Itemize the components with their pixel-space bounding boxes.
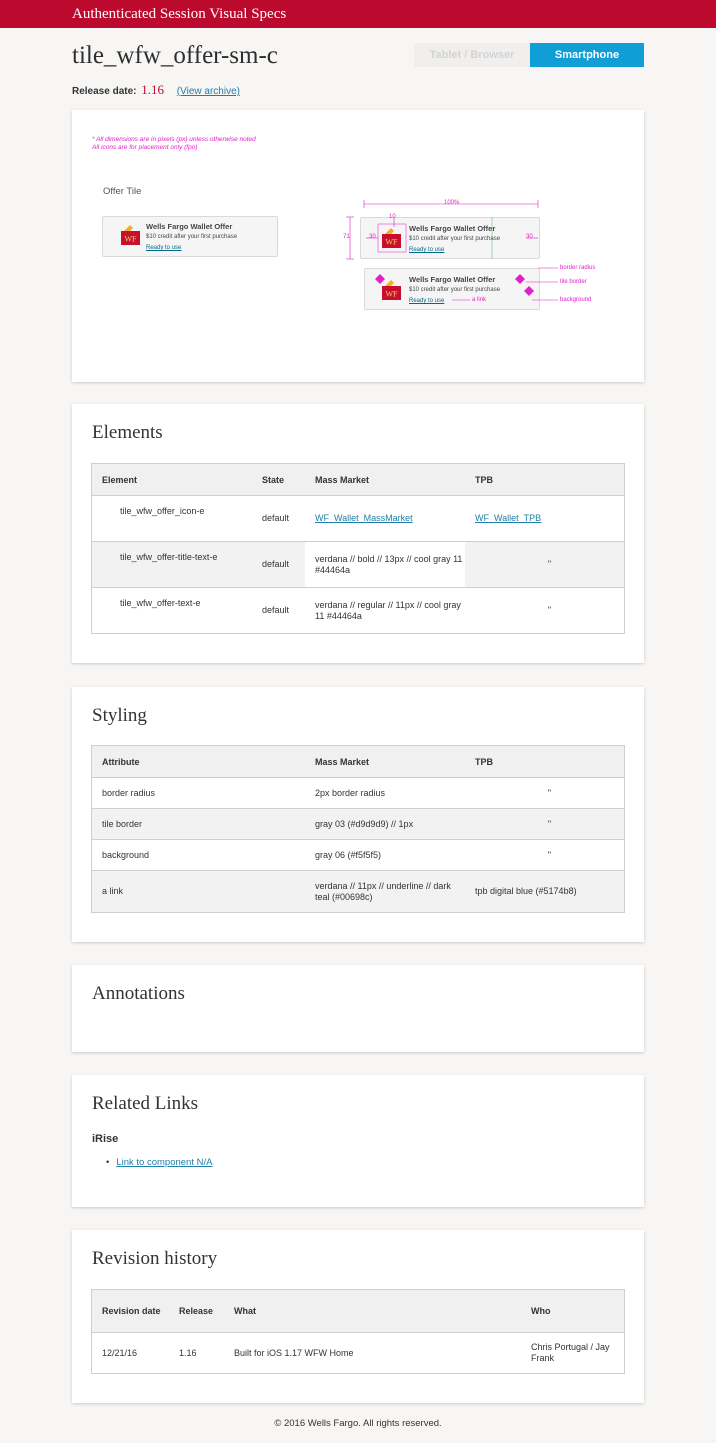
element-tpb: " — [465, 588, 625, 634]
style-mass-market: gray 06 (#f5f5f5) — [305, 840, 465, 871]
related-links-heading: Related Links — [92, 1093, 199, 1114]
style-mass-market: 2px border radius — [305, 778, 465, 809]
annotation-callouts — [372, 264, 612, 314]
element-name: tile_wfw_offer-text-e — [92, 588, 253, 634]
footer-copyright: © 2016 Wells Fargo. All rights reserved. — [274, 1418, 442, 1429]
style-mass-market: verdana // 11px // underline // dark teal (#00698c) — [305, 871, 465, 913]
annotation-tile-border: tile border — [560, 279, 587, 285]
related-links-card — [72, 1075, 644, 1207]
device-tabs — [414, 43, 644, 67]
revision-who: Chris Portugal / Jay Frank — [521, 1333, 625, 1374]
table-row — [92, 496, 625, 542]
styling-table — [91, 745, 625, 913]
tab-tablet-browser[interactable]: Tablet / Browser — [414, 43, 530, 67]
col-header: What — [224, 1290, 521, 1333]
tile-subtitle: $10 credit after your first purchase — [409, 236, 501, 242]
table-row — [92, 542, 625, 588]
style-attribute: border radius — [92, 778, 306, 809]
dim-width: 100% — [444, 200, 460, 206]
page-title: tile_wfw_offer-sm-c — [72, 42, 278, 69]
revision-history-heading: Revision history — [92, 1248, 218, 1269]
component-link[interactable]: Link to component N/A — [116, 1157, 213, 1168]
col-header: Element — [92, 464, 253, 496]
annotation-border-radius: border radius — [560, 265, 596, 271]
elements-card — [72, 404, 644, 663]
icon-text: WF — [124, 234, 137, 244]
table-row — [92, 1333, 625, 1374]
styling-heading: Styling — [92, 705, 147, 726]
col-header: State — [252, 464, 305, 496]
tile-title: Wells Fargo Wallet Offer — [409, 275, 496, 284]
elements-heading: Elements — [92, 422, 163, 443]
col-header: TPB — [465, 746, 625, 778]
dim-left: 30 — [369, 234, 376, 240]
page-header — [0, 28, 716, 108]
element-tpb: " — [465, 542, 625, 588]
col-header: Attribute — [92, 746, 306, 778]
elements-table — [91, 463, 625, 634]
style-tpb: " — [465, 778, 625, 809]
table-row — [92, 809, 625, 840]
icon-text: WF — [385, 289, 398, 299]
style-tpb: " — [465, 840, 625, 871]
col-header: Revision date — [92, 1290, 170, 1333]
annotations-heading: Annotations — [92, 983, 185, 1004]
spec-note-line: * All dimensions are in pixels (px) unless otherwise noted — [92, 136, 256, 143]
tile-link[interactable]: Ready to use — [146, 245, 182, 251]
icon-text: WF — [385, 237, 398, 247]
table-row — [92, 871, 625, 913]
tile-link[interactable]: Ready to use — [409, 247, 445, 253]
revision-date: 12/21/16 — [92, 1333, 170, 1374]
tile-title: Wells Fargo Wallet Offer — [409, 224, 496, 233]
related-link-item — [106, 1157, 212, 1168]
annotations-card — [72, 965, 644, 1052]
release-label: Release date: — [72, 86, 137, 97]
dim-top: 10 — [389, 214, 396, 220]
tile-subtitle: $10 credit after your first purchase — [409, 287, 501, 293]
style-mass-market: gray 03 (#d9d9d9) // 1px — [305, 809, 465, 840]
top-bar-title: Authenticated Session Visual Specs — [72, 6, 287, 22]
top-bar — [0, 0, 716, 28]
element-state: default — [252, 588, 305, 634]
release-version: 1.16 — [141, 82, 165, 97]
revision-table — [91, 1289, 625, 1374]
col-header: Who — [521, 1290, 625, 1333]
element-name: tile_wfw_offer_icon-e — [92, 496, 253, 542]
tile-title: Wells Fargo Wallet Offer — [146, 222, 233, 231]
element-state: default — [252, 496, 305, 542]
offer-tile-example — [102, 216, 278, 257]
style-attribute: background — [92, 840, 306, 871]
spec-preview-card — [72, 110, 644, 382]
revision-what: Built for iOS 1.17 WFW Home — [224, 1333, 521, 1374]
col-header: Mass Market — [305, 746, 465, 778]
table-header-row — [92, 746, 625, 778]
annotation-background: background — [560, 297, 592, 303]
view-archive-link[interactable]: (View archive) — [176, 86, 240, 97]
release-info — [72, 82, 240, 98]
bullet-icon: • — [106, 1157, 110, 1168]
spec-note — [92, 136, 256, 152]
tile-link[interactable]: Ready to use — [409, 298, 445, 304]
table-row — [92, 588, 625, 634]
element-mass-market: verdana // bold // 13px // cool gray 11 #44464a — [305, 542, 465, 588]
style-tpb: " — [465, 809, 625, 840]
spec-note-line: All icons are for placement only (fpo) — [92, 144, 198, 151]
tpb-link[interactable]: WF_Wallet_TPB — [475, 513, 542, 523]
offer-tile-label: Offer Tile — [103, 186, 142, 197]
style-attribute: a link — [92, 871, 306, 913]
annotation-a-link: a link — [472, 297, 487, 303]
tab-smartphone[interactable]: Smartphone — [530, 43, 644, 67]
mass-market-link[interactable]: WF_Wallet_MassMarket — [315, 513, 413, 523]
revision-release: 1.16 — [169, 1333, 224, 1374]
table-row — [92, 778, 625, 809]
element-name: tile_wfw_offer-title-text-e — [92, 542, 253, 588]
col-header: TPB — [465, 464, 625, 496]
table-header-row — [92, 1290, 625, 1333]
col-header: Mass Market — [305, 464, 465, 496]
wallet-offer-icon — [120, 225, 141, 245]
table-header-row — [92, 464, 625, 496]
tile-subtitle: $10 credit after your first purchase — [146, 234, 238, 240]
element-mass-market: verdana // regular // 11px // cool gray 11 #44464a — [305, 588, 465, 634]
revision-history-card — [72, 1230, 644, 1403]
dim-right: 30 — [526, 234, 533, 240]
col-header: Release — [169, 1290, 224, 1333]
table-row — [92, 840, 625, 871]
style-tpb: tpb digital blue (#5174b8) — [465, 871, 625, 913]
style-attribute: tile border — [92, 809, 306, 840]
dim-height: 71 — [343, 234, 350, 240]
irise-subheading: iRise — [92, 1133, 119, 1145]
element-state: default — [252, 542, 305, 588]
styling-card — [72, 687, 644, 942]
